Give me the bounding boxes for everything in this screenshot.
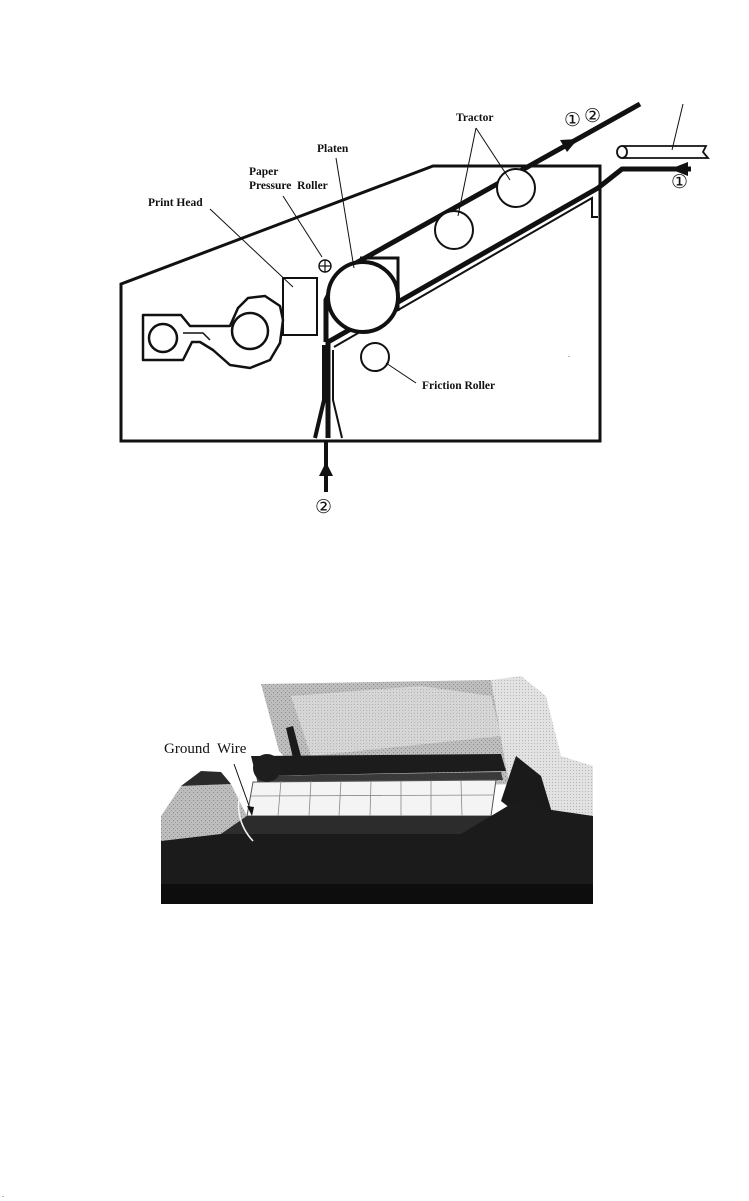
path-2-marker-entry: ② [315,496,333,518]
path-2-marker-exit: ② [584,105,602,127]
carriage-roller-large [232,313,268,349]
friction-roller-leader [386,363,416,383]
printer-ground-wire-photo [161,676,593,904]
paper-path-diagram [0,0,749,560]
platen-label: Platen [317,143,349,155]
platen-roller [328,262,398,332]
friction-roller-label: Friction Roller [422,380,496,392]
paper-path-2-bottom-feed [315,345,324,438]
pressure-roller-label: Pressure Roller [249,180,328,192]
path-1-marker-exit: ① [564,109,582,131]
paper-label: Paper [249,166,279,178]
page-stray-dot: . [568,350,570,359]
tractor-sprocket-1 [435,211,473,249]
tractor-leader-2 [476,128,510,180]
path-1-marker-entry: ① [671,171,689,193]
page-corner-mark: . [2,1190,4,1199]
bottom-feed-guide [333,350,342,438]
tractor-sprocket-2 [497,169,535,207]
print-head-label: Print Head [148,197,203,209]
platen-leader [336,158,354,268]
tractor-label: Tractor [456,112,494,124]
paper-roll [622,146,708,158]
path-2-entry-arrow [319,462,333,476]
carriage-roller-small [149,324,177,352]
print-head-leader [210,209,293,287]
print-head-block [283,278,317,335]
friction-roller [361,343,389,371]
ground-wire-label: Ground Wire [164,741,247,757]
pressure-roller-leader [283,196,322,257]
paper-roll-leader [672,104,683,150]
